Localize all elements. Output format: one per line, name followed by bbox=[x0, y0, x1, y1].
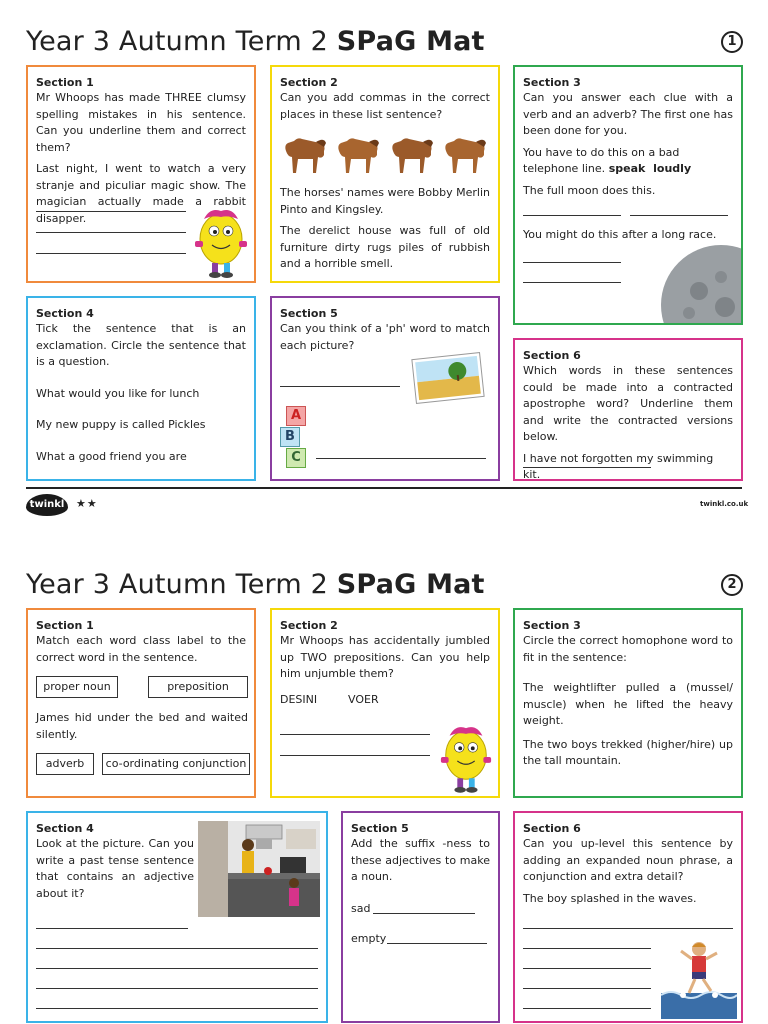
section-heading: Section 5 bbox=[351, 822, 409, 835]
section-instruction: Mr Whoops has made THREE clumsy spelling mistakes in his sentence. Can you underline them and correct them? bbox=[36, 91, 246, 154]
section-heading: Section 4 bbox=[36, 307, 94, 320]
section-heading: Section 1 bbox=[36, 619, 94, 632]
word-class-label[interactable]: proper noun bbox=[36, 676, 118, 698]
mat1-title: Year 3 Autumn Term 2 SPaG Mat bbox=[26, 26, 485, 57]
mat1-section-3 bbox=[513, 65, 743, 325]
word-class-label[interactable]: adverb bbox=[36, 753, 94, 775]
answer-line[interactable] bbox=[36, 232, 186, 233]
footer-rule bbox=[26, 487, 742, 489]
answer-line[interactable] bbox=[523, 282, 621, 283]
mat2-number-badge: 2 bbox=[721, 574, 743, 596]
sentence-option[interactable]: What a good friend you are bbox=[36, 449, 187, 463]
star-rating: ★★ bbox=[76, 497, 98, 510]
mat1-section-1 bbox=[26, 65, 256, 283]
kitchen-scene-icon bbox=[198, 821, 320, 917]
section-text: The two boys trekked (higher/hire) up the tall mountain. bbox=[523, 737, 733, 767]
mat1-section-2 bbox=[270, 65, 500, 283]
moon-icon bbox=[659, 241, 743, 325]
section-instruction: Can you think of a 'ph' word to match each picture? bbox=[280, 322, 490, 352]
footer-website: twinkl.co.uk bbox=[700, 500, 749, 508]
section-instruction: Match each word class label to the correct word in the sentence. bbox=[36, 634, 246, 664]
answer-line[interactable] bbox=[36, 968, 318, 969]
section-heading: Section 3 bbox=[523, 619, 581, 632]
answer-line[interactable] bbox=[523, 928, 733, 929]
mat1-section-4 bbox=[26, 296, 256, 481]
section-instruction: Look at the picture. Can you write a past tense sentence that contains an adjective about it? bbox=[36, 837, 194, 900]
section-heading: Section 1 bbox=[36, 76, 94, 89]
jumbled-word: VOER bbox=[348, 693, 379, 706]
mat2-section-5 bbox=[341, 811, 500, 1023]
section-heading: Section 6 bbox=[523, 822, 581, 835]
twinkl-logo: twinkl bbox=[26, 494, 68, 516]
horse-icon bbox=[440, 133, 490, 177]
answer-line[interactable] bbox=[523, 988, 651, 989]
section-instruction: Tick the sentence that is an exclamation. Circle the sentence that is a question. bbox=[36, 322, 246, 368]
mat1-section-6 bbox=[513, 338, 743, 481]
clue-text: The full moon does this. bbox=[523, 183, 656, 197]
answer-line[interactable] bbox=[280, 734, 430, 735]
section-instruction: Add the suffix -ness to these adjectives to make a noun. bbox=[351, 837, 490, 883]
mat2-section-1 bbox=[26, 608, 256, 798]
section-text: Last night, I went to watch a very stranje and piculiar magic show. The magician actually made a rabbit disapper. bbox=[36, 162, 246, 225]
answer-line[interactable] bbox=[36, 1008, 318, 1009]
section-heading: Section 2 bbox=[280, 619, 338, 632]
boy-splashing-icon bbox=[661, 939, 737, 1019]
section-text: James hid under the bed and waited silently. bbox=[36, 711, 248, 741]
answer-line[interactable] bbox=[36, 253, 186, 254]
adjective-word: empty bbox=[351, 932, 387, 945]
mr-whoops-icon bbox=[192, 205, 250, 279]
answer-line[interactable] bbox=[36, 948, 318, 949]
section-instruction: Mr Whoops has accidentally jumbled up TWO prepositions. Can you help him unjumble them? bbox=[280, 634, 490, 680]
answer-line[interactable] bbox=[523, 215, 621, 216]
section-text: The derelict house was full of old furniture dirty rugs piles of rubbish and a horrible smell. bbox=[280, 224, 490, 270]
mr-whoops-icon bbox=[438, 722, 494, 794]
section-text: The weightlifter pulled a (mussel/ muscle) when he lifted the heavy weight. bbox=[523, 681, 733, 727]
horses-row bbox=[280, 133, 490, 179]
section-heading: Section 2 bbox=[280, 76, 338, 89]
answer-line[interactable] bbox=[280, 386, 400, 387]
word-class-label[interactable]: preposition bbox=[148, 676, 248, 698]
answer-line[interactable] bbox=[523, 467, 651, 468]
section-instruction: Can you up-level this sentence by adding an expanded noun phrase, a conjunction and extra detail? bbox=[523, 837, 733, 883]
answer-line[interactable] bbox=[316, 458, 486, 459]
sentence-option[interactable]: My new puppy is called Pickles bbox=[36, 418, 206, 431]
answer-line[interactable] bbox=[280, 755, 430, 756]
section-heading: Section 3 bbox=[523, 76, 581, 89]
answer-line[interactable] bbox=[523, 968, 651, 969]
answer-line[interactable] bbox=[36, 928, 188, 929]
answer-line[interactable] bbox=[523, 1008, 651, 1009]
mat2-section-4 bbox=[26, 811, 328, 1023]
section-instruction: Can you answer each clue with a verb and an adverb? The first one has been done for you. bbox=[523, 91, 733, 137]
jumbled-word: DESINI bbox=[280, 693, 318, 706]
mat2-title: Year 3 Autumn Term 2 SPaG Mat bbox=[26, 569, 485, 600]
mat2-section-3 bbox=[513, 608, 743, 798]
mat2-section-6 bbox=[513, 811, 743, 1023]
section-heading: Section 4 bbox=[36, 822, 94, 835]
horse-icon bbox=[387, 133, 437, 177]
section-instruction: Can you add commas in the correct places in these list sentence? bbox=[280, 91, 490, 121]
adjective-word: sad bbox=[351, 902, 371, 915]
mat1-section-5: Section 5 Can you think of a 'ph' word to match each picture? A B C bbox=[270, 296, 500, 481]
answer-line[interactable] bbox=[523, 262, 621, 263]
section-heading: Section 6 bbox=[523, 349, 581, 362]
answer-line[interactable] bbox=[36, 988, 318, 989]
word-class-label[interactable]: co-ordinating conjunction bbox=[102, 753, 250, 775]
section-instruction: Circle the correct homophone word to fit in the sentence: bbox=[523, 634, 733, 664]
mat2-section-2 bbox=[270, 608, 500, 798]
horse-icon bbox=[280, 133, 330, 177]
answer-line[interactable] bbox=[523, 948, 651, 949]
example-answer: speak loudly bbox=[608, 162, 692, 175]
section-text: The horses' names were Bobby Merlin Pinto and Kingsley. bbox=[280, 186, 490, 216]
section-heading: Section 5 bbox=[280, 307, 338, 320]
example-clue: You have to do this on a bad telephone line. speak loudly bbox=[523, 145, 692, 175]
section-text: I have not forgotten my swimming kit. bbox=[523, 451, 714, 481]
answer-line[interactable] bbox=[630, 215, 728, 216]
section-instruction: Which words in these sentences could be made into a contracted apostrophe word? Underline them and write the contracted versions below. bbox=[523, 364, 733, 443]
mat1-number-badge: 1 bbox=[721, 31, 743, 53]
field-photo-icon bbox=[410, 352, 486, 404]
clue-text: You might do this after a long race. bbox=[523, 228, 717, 241]
horse-icon bbox=[333, 133, 383, 177]
sentence-option[interactable]: What would you like for lunch bbox=[36, 386, 200, 400]
answer-line[interactable] bbox=[387, 943, 487, 944]
answer-line[interactable] bbox=[373, 913, 475, 914]
answer-line[interactable] bbox=[36, 211, 186, 212]
section-text: The boy splashed in the waves. bbox=[523, 891, 697, 905]
